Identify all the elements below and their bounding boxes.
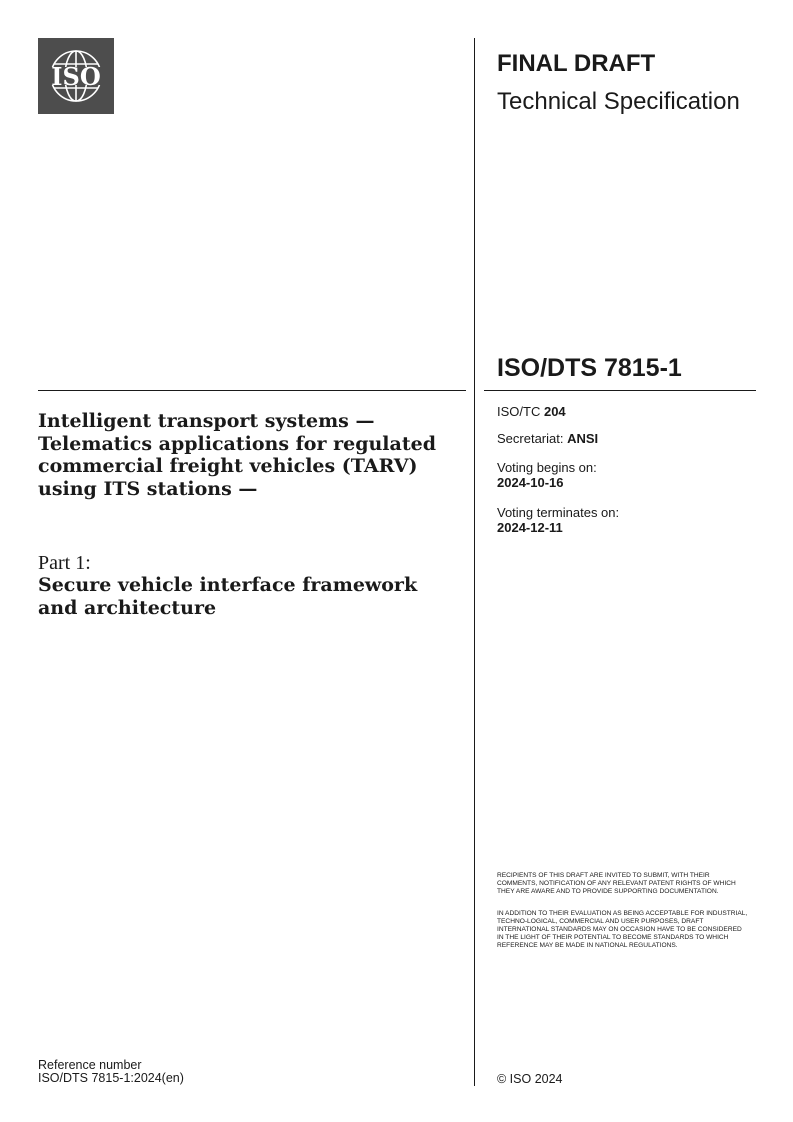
copyright: © ISO 2024: [497, 1072, 563, 1086]
voting-terminates-label: Voting terminates on:: [497, 505, 620, 520]
tc-value: 204: [543, 404, 566, 419]
voting-begins: [497, 460, 747, 490]
vertical-divider: [474, 38, 475, 1086]
voting-begins-date: 2024-10-16: [497, 475, 564, 490]
reference-label: Reference number: [38, 1058, 142, 1072]
secretariat: [497, 431, 747, 446]
iso-logo-text: ISO: [51, 62, 101, 91]
voting-begins-label: Voting begins on:: [497, 460, 597, 475]
document-number: ISO/DTS 7815-1: [497, 354, 682, 382]
document-title: Intelligent transport systems — Telematics applications for regulated commercial freight vehicles (TARV) using ITS stations —: [38, 410, 436, 500]
voting-terminates-date: 2024-12-11: [497, 520, 563, 535]
document-type: Technical Specification: [497, 88, 740, 115]
tc-label: ISO/TC: [497, 404, 541, 419]
reference-number: ISO/DTS 7815-1:2024(en): [38, 1071, 184, 1085]
voting-terminates: [497, 505, 747, 535]
iso-globe-icon: [38, 38, 114, 114]
iso-logo: [38, 38, 114, 114]
document-stage: FINAL DRAFT: [497, 50, 656, 77]
secretariat-label: Secretariat:: [497, 431, 564, 446]
part-title: Secure vehicle interface framework and architecture: [38, 574, 418, 619]
title-rule: [38, 390, 466, 391]
technical-committee: [497, 404, 747, 419]
secretariat-value: ANSI: [567, 431, 599, 446]
evaluation-notice: IN ADDITION TO THEIR EVALUATION AS BEING ACCEPTABLE FOR INDUSTRIAL, TECHNO-LOGICAL, COMMERCIAL AND USER PURPOSES, DRAFT INTERNATIONAL STANDARDS MAY ON OCCASION HAVE TO BE CONSIDERED IN THE LIGHT OF THEIR POTENTIAL TO BECOME STANDARDS TO WHICH REFERENCE MAY BE MADE IN NATIONAL REGULATIONS.: [497, 910, 748, 949]
patent-notice: RECIPIENTS OF THIS DRAFT ARE INVITED TO SUBMIT, WITH THEIR COMMENTS, NOTIFICATION OF ANY RELEVANT PATENT RIGHTS OF WHICH THEY ARE AWARE AND TO PROVIDE SUPPORTING DOCUMENTATION.: [497, 872, 736, 895]
part-label: Part 1:: [38, 552, 91, 574]
number-rule: [484, 390, 756, 391]
